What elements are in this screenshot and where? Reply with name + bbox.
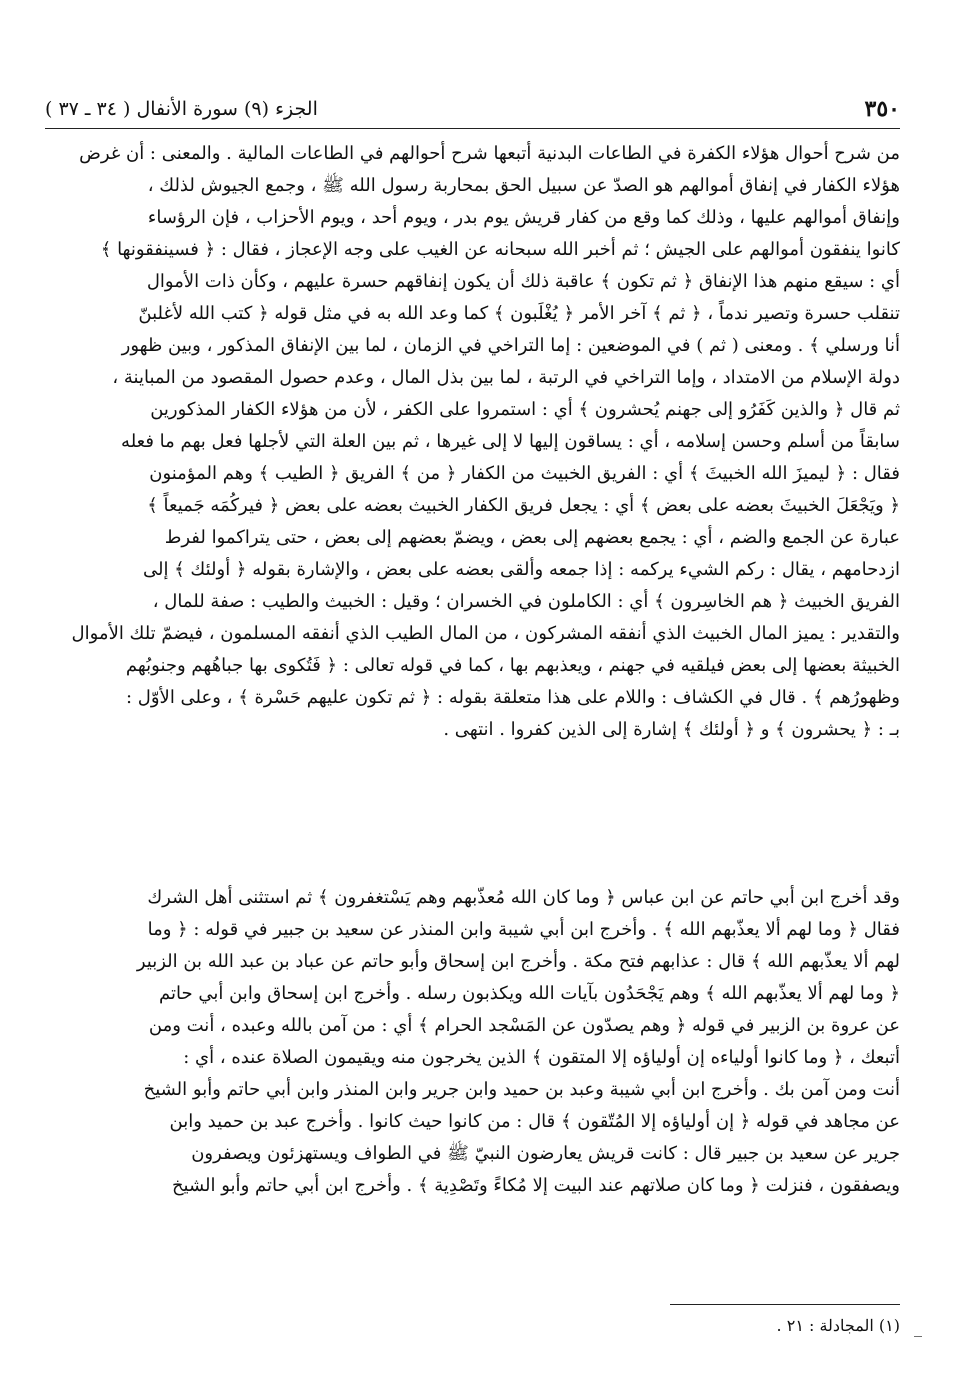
text-line: لهم ألا يعذّبهم الله ﴾ قال : عذابهم فتح مكة . وأخرج ابن إسحاق وأبو حاتم عن عباد بن عبد الله بن الزبير [136, 951, 900, 972]
text-line: فقال : ﴿ ليميزَ الله الخبيثَ ﴾ أي : الفريق الخبيث من الكفار ﴿ من ﴾ الفريق ﴿ الطيب ﴾ وهم المؤمنون [149, 463, 900, 484]
text-line: من شرح أحوال هؤلاء الكفرة في الطاعات البدنية أتبعها شرح أحوالهم في الطاعات المالية . والمعنى : أن غرض [79, 143, 900, 164]
text-line: وظهورُهم ﴾ . قال في الكشاف : واللام على هذا متعلقة بقوله : ﴿ ثم تكون عليهم حَسْرة ﴾ ، وعلى الأوّل : [126, 687, 900, 708]
text-line: وإنفاق أموالهم عليها ، وذلك كما وقع من كفار قريش يوم بدر ، ويوم أحد ، ويوم الأحزاب ، فإن الرؤساء [147, 207, 900, 228]
text-line: بـ : ﴿ يحشرون ﴾ و ﴿ أولئك ﴾ إشارة إلى الذين كفروا . انتهى . [443, 719, 900, 740]
header-rule [45, 128, 900, 129]
text-line: هؤلاء الكفار في إنفاق أموالهم هو الصدّ عن سبيل الحق بمحاربة رسول الله ﷺ ، وجمع الجيوش لذلك ، [147, 175, 900, 196]
text-line: عبارة عن الجمع والضم ، أي : يجمع بعضهم إلى بعض ، ويضمّ بعضهم إلى بعض ، حتى يتراكموا لفرط [164, 527, 900, 548]
text-line: عن عروة بن الزبير في قوله ﴿ وهم يصدّون عن المَسْجد الحرام ﴾ أي : من آمن بالله وعبده ، أنت ومن [148, 1015, 900, 1036]
text-line: ازدحامهم ، يقال : ركم الشيء يركمه : إذا جمعه وألقى بعضه على بعض ، والإشارة بقوله ﴿ أولئك ﴾ إلى [142, 559, 900, 580]
text-line: أتبعك ، ﴿ وما كانوا أولياءه إن أولياؤه إلا المتقون ﴾ الذين يخرجون منه ويقيمون الصلاة عنده ، أي : [183, 1047, 900, 1068]
narrations-paragraph [45, 882, 900, 1202]
text-line: والتقدير : يميز المال الخبيث الذي أنفقه المشركون ، من المال الطيب الذي أنفقه المسلمون ، فيضمّ تلك الأموال [71, 623, 900, 644]
text-line: كانوا ينفقون أموالهم على الجيش ؛ ثم أخبر الله سبحانه عن الغيب على وجه الإعجاز ، فقال : ﴿ فسينفقونها ﴾ [100, 239, 900, 260]
text-line: ثم قال ﴿ والذين كَفَرُو إلى جهنم يُحشرون ﴾ أي : استمروا على الكفر ، لأن من هؤلاء الكفار المذكورين [150, 399, 900, 420]
footnote: (١) المجادلة : ٢١ . [776, 1316, 900, 1335]
footnote-dash: _ [914, 1318, 922, 1337]
text-line: ﴿ وما لهم ألا يعذّبهم الله ﴾ وهم يَجْحَدُون بآيات الله ويكذبون رسله . وأخرج ابن إسحاق وابن أبي حاتم [159, 983, 900, 1004]
footnote-rule [670, 1304, 900, 1305]
text-line: فقال ﴿ وما لهم ألا يعذّبهم الله ﴾ . وأخرج ابن أبي شيبة وابن المنذر عن سعيد بن جبير في قوله : ﴿ وما [147, 919, 900, 940]
text-line: ﴿ ويَجْعَلَ الخبيثَ بعضه على بعض ﴾ أي : يجعل فريق الكفار الخبيث بعضه على بعض ﴿ فيركُمَه جَميعاً ﴾ [147, 495, 900, 516]
text-line: وقد أخرج ابن أبي حاتم عن ابن عباس ﴿ وما كان الله مُعذّبهم وهم يَسْتغفرون ﴾ ثم استثنى أهل الشرك [147, 887, 900, 908]
page-header [45, 96, 900, 126]
text-line: دولة الإسلام من الامتداد ، وإما التراخي في الرتبة ، لما بين بذل المال ، وعدم حصول المقصود من المباينة ، [112, 367, 900, 388]
running-head: الجزء (٩) سورة الأنفال ( ٣٤ ـ ٣٧ ) [45, 98, 318, 120]
text-line: تنقلب حسرة وتصير ندماً ، ﴿ ثم ﴾ آخر الأمر ﴿ يُغْلَبون ﴾ كما وعد الله به في مثل قوله ﴿ كتب الله لأغلبنّ [138, 303, 900, 324]
text-line: جرير عن سعيد بن جبير قال : كانت قريش يعارضون النبيّ ﷺ في الطواف ويستهزئون ويصفرون [191, 1143, 900, 1164]
text-line: عن مجاهد في قوله ﴿ إن أولياؤه إلا المُتّقون ﴾ قال : من كانوا حيث كانوا . وأخرج عبد بن حميد وابن [169, 1111, 900, 1132]
text-line: أنا ورسلي ﴾ . ومعنى ( ثم ) في الموضعين : إما التراخي في الزمان ، لما بين الإنفاق المذكور ، وبين ظهور [121, 335, 900, 356]
text-line: الخبيثة بعضها إلى بعض فيلقيه في جهنم ، ويعذبهم بها ، كما في قوله تعالى : ﴿ فَتُكوى بها جباهُهم وجنوبُهم [125, 655, 900, 676]
page-number: ٣٥٠ [864, 96, 900, 122]
commentary-paragraph [45, 138, 900, 746]
text-line: أي : سيقع منهم هذا الإنفاق ﴿ ثم تكون ﴾ عاقبة ذلك أن يكون إنفاقهم حسرة عليهم ، وكأن ذات الأموال [146, 271, 900, 292]
text-line: أنت ومن آمن بك . وأخرج ابن أبي شيبة وعبد بن حميد وابن جرير وابن المنذر وابن أبي حاتم وأبو الشيخ [143, 1079, 900, 1100]
text-line: سابقاً من أسلم وحسن إسلامه ، أي : يساقون إليها لا إلى غيرها ، ثم بين العلة التي لأجلها فعل بهم ما فعله [121, 431, 900, 452]
text-line: ويصفقون ، فنزلت ﴿ وما كان صلاتهم عند البيت إلا مُكاءً وتَصْدِية ﴾ . وأخرج ابن أبي حاتم وأبو الشيخ [171, 1175, 900, 1196]
text-line: الفريق الخبيث ﴿ هم الخاسِرون ﴾ أي : الكاملون في الخسران ؛ وقيل : الخبيث والطيب : صفة للمال ، [152, 591, 900, 612]
